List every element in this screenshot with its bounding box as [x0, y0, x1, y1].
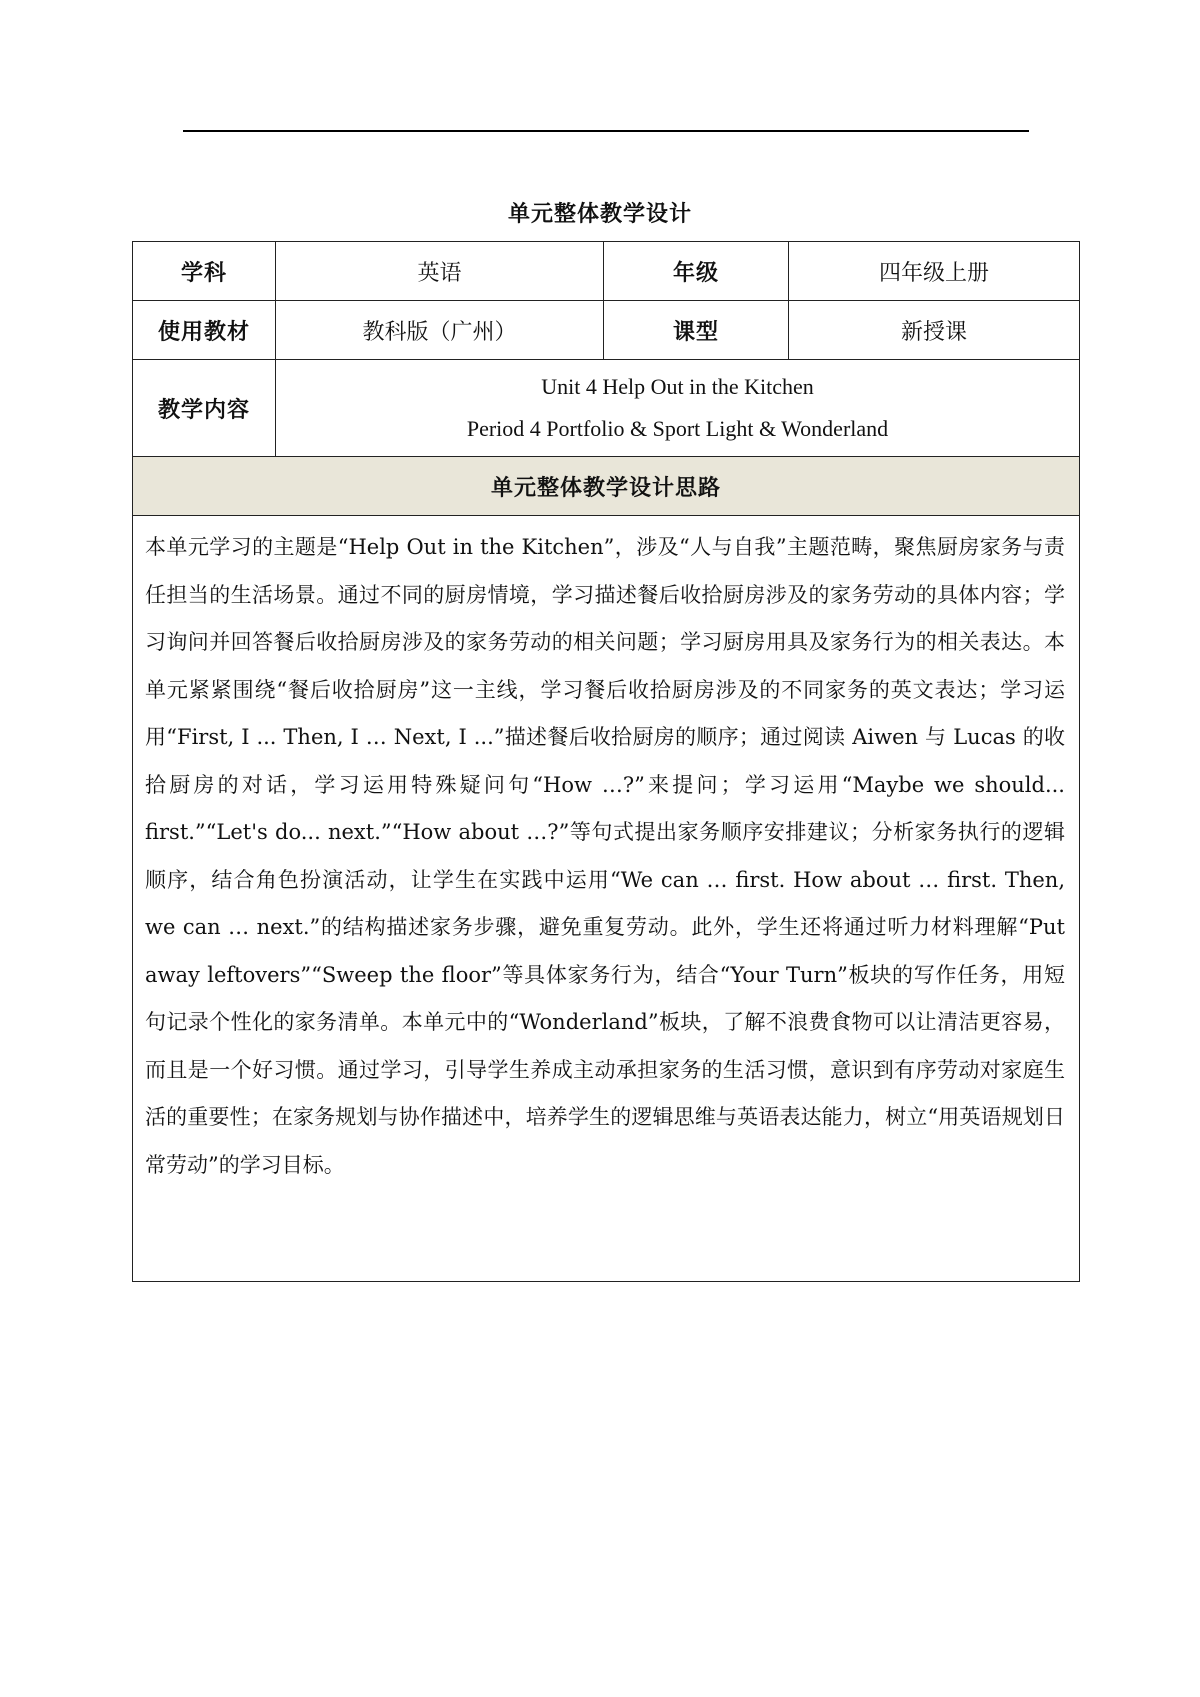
textbook-value: 教科版（广州） — [276, 301, 604, 360]
subject-label: 学科 — [133, 242, 276, 301]
content-value — [276, 360, 1080, 457]
table-row-design-body — [133, 516, 1080, 1282]
lesson-type-label: 课型 — [604, 301, 789, 360]
design-section-heading: 单元整体教学设计思路 — [133, 457, 1080, 516]
lesson-type-value: 新授课 — [789, 301, 1080, 360]
content-period-line: Period 4 Portfolio & Sport Light & Wonderland — [466, 416, 889, 441]
subject-value: 英语 — [276, 242, 604, 301]
textbook-label: 使用教材 — [133, 301, 276, 360]
grade-value: 四年级上册 — [789, 242, 1080, 301]
content-label: 教学内容 — [133, 360, 276, 457]
table-row-section-heading — [133, 457, 1080, 516]
table-row-subject-grade — [133, 242, 1080, 301]
design-paragraph: 本单元学习的主题是“Help Out in the Kitchen”，涉及“人与自我”主题范畴，聚焦厨房家务与责任担当的生活场景。通过不同的厨房情境，学习描述餐后收拾厨房涉及的家务劳动的具体内容；学习询问并回答餐后收拾厨房涉及的家务劳动的相关问题；学习厨房用具及家务行为的相关表达。本单元紧紧围绕“餐后收拾厨房”这一主线，学习餐后收拾厨房涉及的不同家务的英文表达；学习运用“First, I ... Then, I … Next, I ...”描述餐后收拾厨房的顺序；通过阅读 Aiwen 与 Lucas 的收拾厨房的对话，学习运用特殊疑问句“How …?”来提问；学习运用“Maybe we should... first.”“Let's do... next.”“How about …?”等句式提出家务顺序安排建议；分析家务执行的逻辑顺序，结合角色扮演活动，让学生在实践中运用“We can … first. How about … first. Then, we can … next.”的结构描述家务步骤，避免重复劳动。此外，学生还将通过听力材料理解“Put away leftovers”“Sweep the floor”等具体家务行为，结合“Your Turn”板块的写作任务，用短句记录个性化的家务清单。本单元中的“Wonderland”板块，了解不浪费食物可以让清洁更容易，而且是一个好习惯。通过学习，引导学生养成主动承担家务的生活习惯，意识到有序劳动对家庭生活的重要性；在家务规划与协作描述中，培养学生的逻辑思维与英语表达能力，树立“用英语规划日常劳动”的学习目标。 — [145, 535, 1065, 1177]
header-rule — [183, 130, 1029, 132]
design-section-body — [133, 516, 1080, 1282]
table-row-textbook-type — [133, 301, 1080, 360]
lesson-info-table — [132, 241, 1080, 1282]
content-unit-line: Unit 4 Help Out in the Kitchen — [541, 374, 814, 399]
table-row-content — [133, 360, 1080, 457]
grade-label: 年级 — [604, 242, 789, 301]
document-title: 单元整体教学设计 — [507, 202, 692, 227]
